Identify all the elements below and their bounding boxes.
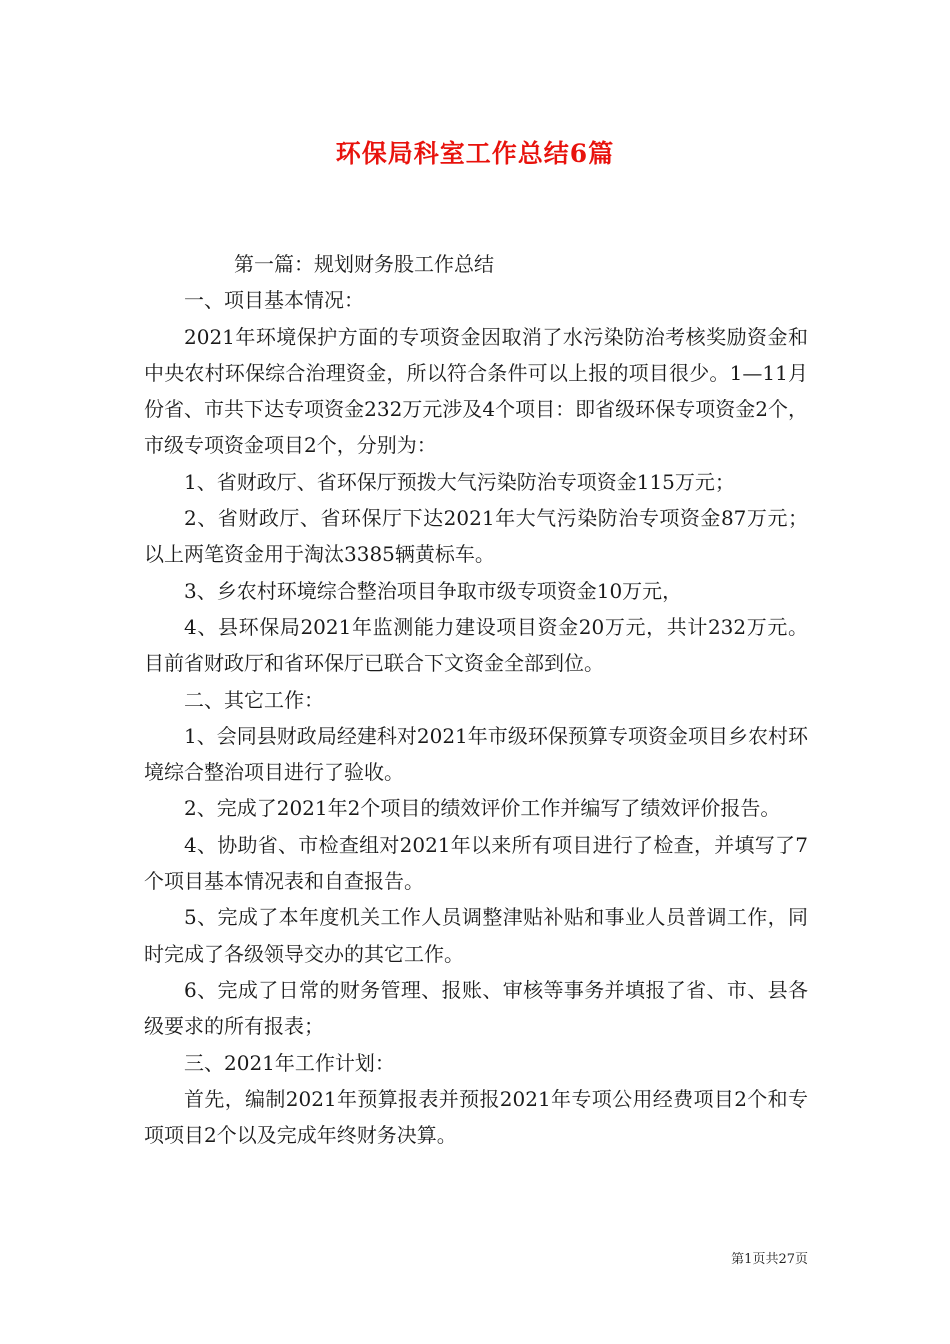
paragraph: 5、完成了本年度机关工作人员调整津贴补贴和事业人员普调工作，同时完成了各级领导交办的其它工作。 <box>144 905 808 966</box>
document-body <box>144 246 808 1153</box>
paragraph: 二、其它工作： <box>184 687 324 712</box>
paragraph: 首先，编制2021年预算报表并预报2021年专项公用经费项目2个和专项项目2个以及完成年终财务决算。 <box>144 1086 808 1148</box>
paragraph: 一、项目基本情况： <box>184 288 364 313</box>
paragraph: 4、协助省、市检查组对2021年以来所有项目进行了检查，并填写了7个项目基本情况表和自查报告。 <box>144 832 808 894</box>
paragraph: 4、县环保局2021年监测能力建设项目资金20万元，共计232万元。目前省财政厅和省环保厅已联合下文资金全部到位。 <box>144 614 808 676</box>
paragraph: 2、完成了2021年2个项目的绩效评价工作并编写了绩效评价报告。 <box>184 796 781 821</box>
document-title: 环保局科室工作总结6篇 <box>335 139 615 168</box>
paragraph: 3、乡农村环境综合整治项目争取市级专项资金10万元， <box>184 578 683 603</box>
paragraph: 三、2021年工作计划： <box>184 1050 395 1075</box>
section-heading: 第一篇：规划财务股工作总结 <box>234 252 494 276</box>
paragraph: 1、会同县财政局经建科对2021年市级环保预算专项资金项目乡农村环境综合整治项目进行了验收。 <box>144 723 808 785</box>
paragraph: 2、省财政厅、省环保厅下达2021年大气污染防治专项资金87万元；以上两笔资金用于淘汰3385辆黄标车。 <box>144 506 808 567</box>
paragraph: 6、完成了日常的财务管理、报账、审核等事务并填报了省、市、县各级要求的所有报表； <box>144 977 808 1039</box>
paragraph: 1、省财政厅、省环保厅预拨大气污染防治专项资金115万元； <box>184 469 735 494</box>
page-number-footer: 第1页共27页 <box>731 1252 808 1267</box>
paragraph: 2021年环境保护方面的专项资金因取消了水污染防治考核奖励资金和中央农村环保综合治理资金，所以符合条件可以上报的项目很少。1—11月份省、市共下达专项资金232万元涉及4个项目：即省级环保专项资金2个，市级专项资金项目2个，分别为： <box>144 324 808 458</box>
